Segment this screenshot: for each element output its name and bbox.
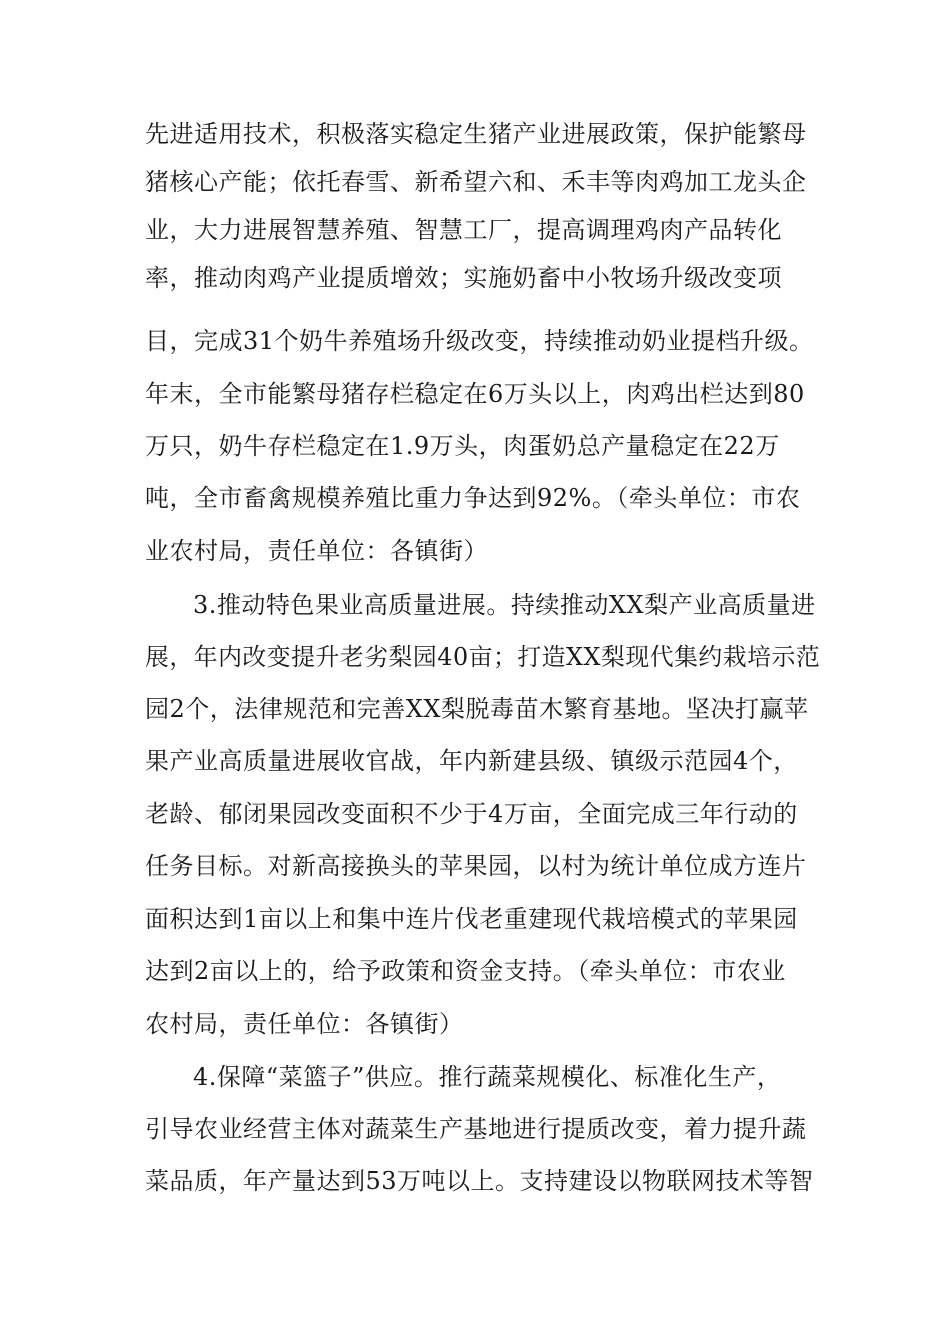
text-line: 农村局，责任单位：各镇街） (145, 1010, 464, 1038)
text-line: 吨，全市畜禽规模养殖比重力争达到92%。（牵头单位：市农 (145, 484, 801, 512)
text-line: 万只，奶牛存栏稳定在1.9万头，肉蛋奶总产量稳定在22万 (145, 432, 780, 460)
text-line: 业，大力进展智慧养殖、智慧工厂，提高调理鸡肉产品转化 (145, 216, 782, 244)
text-line: 引导农业经营主体对蔬菜生产基地进行提质改变，着力提升蔬 (145, 1115, 807, 1143)
text-line: 展，年内改变提升老劣梨园40亩；打造XX梨现代集约栽培示范 (145, 643, 821, 671)
text-line: 先进适用技术，积极落实稳定生猪产业进展政策，保护能繁母 (145, 120, 807, 148)
text-line: 猪核心产能；依托春雪、新希望六和、禾丰等肉鸡加工龙头企 (145, 168, 807, 196)
text-line: 老龄、郁闭果园改变面积不少于4万亩，全面完成三年行动的 (145, 800, 798, 828)
text-line: 果产业高质量进展收官战，年内新建县级、镇级示范园4个， (145, 747, 798, 775)
text-line: 年末，全市能繁母猪存栏稳定在6万头以上，肉鸡出栏达到80 (145, 380, 805, 408)
text-line: 面积达到1亩以上和集中连片伐老重建现代栽培模式的苹果园 (145, 905, 798, 933)
text-line: 达到2亩以上的，给予政策和资金支持。（牵头单位：市农业 (145, 957, 786, 985)
text-line: 率，推动肉鸡产业提质增效；实施奶畜中小牧场升级改变项 (145, 264, 782, 292)
text-line: 任务目标。对新高接换头的苹果园，以村为统计单位成方连片 (145, 852, 807, 880)
text-line: 园2个，法律规范和完善XX梨脱毒苗木繁育基地。坚决打赢苹 (145, 695, 809, 723)
text-line: 业农村局，责任单位：各镇街） (145, 537, 488, 565)
text-line: 4.保障“菜篮子”供应。推行蔬菜规模化、标准化生产， (193, 1063, 782, 1091)
text-line: 目，完成31个奶牛养殖场升级改变，持续推动奶业提档升级。 (145, 327, 814, 355)
text-line: 3.推动特色果业高质量进展。持续推动XX梨产业高质量进 (193, 591, 816, 619)
text-line: 菜品质，年产量达到53万吨以上。支持建设以物联网技术等智 (145, 1167, 814, 1195)
